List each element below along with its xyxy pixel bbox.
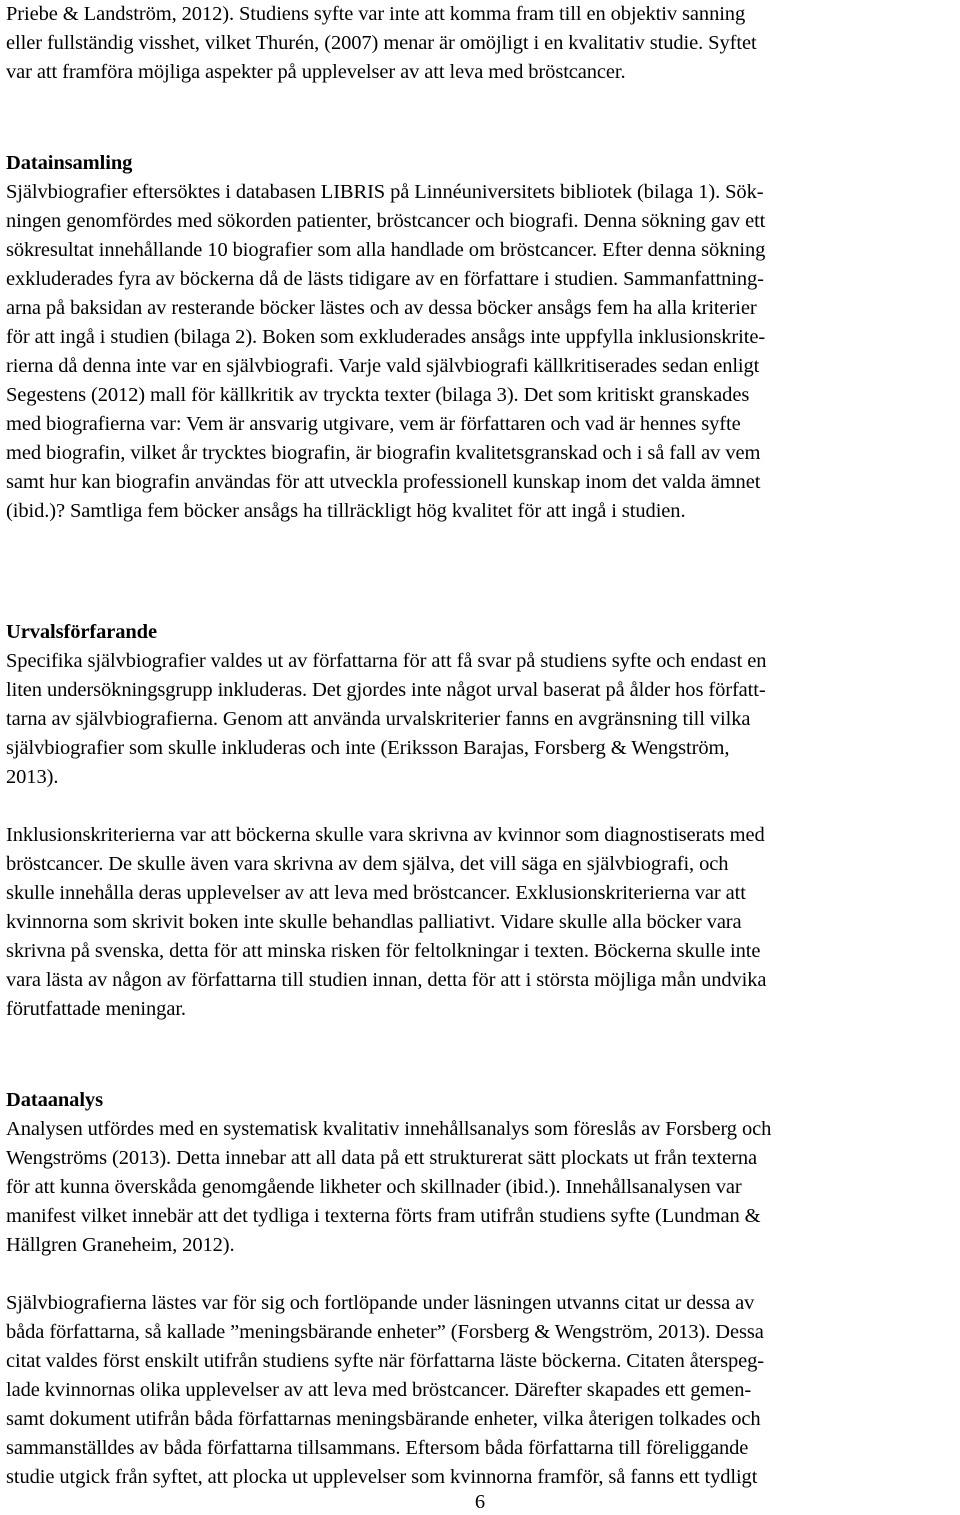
- text-line: för att ingå i studien (bilaga 2). Boken som exkluderades ansågs inte uppfylla inklusionskrite-: [6, 326, 766, 348]
- text-line: förutfattade meningar.: [6, 998, 186, 1020]
- text-line: arna på baksidan av resterande böcker lästes och av dessa böcker ansågs fem ha alla kriterier: [6, 297, 757, 319]
- text-line: med biografierna var: Vem är ansvarig utgivare, vem är författaren och vad är hennes syfte: [6, 413, 741, 435]
- section-heading: Dataanalys: [6, 1089, 103, 1111]
- section-dataanalys: [6, 1086, 956, 1492]
- text-line: sammanställdes av båda författarna tillsammans. Eftersom båda författarna till föreliggande: [6, 1437, 749, 1459]
- text-line: (ibid.)? Samtliga fem böcker ansågs ha tillräckligt hög kvalitet för att ingå i studien.: [6, 500, 686, 522]
- section-heading: Datainsamling: [6, 152, 133, 174]
- text-line: Priebe & Landström, 2012). Studiens syfte var inte att komma fram till en objektiv sanning: [6, 3, 746, 25]
- section-urvalsforfarande: [6, 618, 956, 1024]
- text-line: exkluderades fyra av böckerna då de lästs tidigare av en författare i studien. Sammanfattning-: [6, 268, 764, 290]
- text-line: sökresultat innehållande 10 biografier som alla handlade om bröstcancer. Efter denna sökning: [6, 239, 766, 261]
- text-line: självbiografier som skulle inkluderas och inte (Eriksson Barajas, Forsberg & Wengström,: [6, 737, 730, 759]
- text-line: skulle innehålla deras upplevelser av att leva med bröstcancer. Exklusionskriterierna var att: [6, 882, 746, 904]
- text-line: båda författarna, så kallade ”meningsbärande enheter” (Forsberg & Wengström, 2013). Dessa: [6, 1321, 764, 1343]
- text-line: 2013).: [6, 766, 59, 788]
- spacer: [6, 1024, 956, 1086]
- page-number: 6: [474, 1491, 486, 1513]
- text-line: kvinnorna som skrivit boken inte skulle behandlas palliativt. Vidare skulle alla böcker vara: [6, 911, 742, 933]
- text-line: samt hur kan biografin användas för att utveckla professionell kunskap inom det valda ämnet: [6, 471, 761, 493]
- text-line: Wengströms (2013). Detta innebar att all data på ett strukturerat sätt plockats ut från texterna: [6, 1147, 757, 1169]
- text-line: vara lästa av någon av författarna till studien innan, detta för att i största möjliga mån undvika: [6, 969, 767, 991]
- text-line: citat valdes först enskilt utifrån studiens syfte när författarna läste böckerna. Citaten återspeg-: [6, 1350, 765, 1372]
- text-line: bröstcancer. De skulle även vara skrivna av dem själva, det vill säga en självbiografi, och: [6, 853, 729, 875]
- intro-paragraph: [6, 0, 956, 87]
- text-line: med biografin, vilket år trycktes biografin, är biografin kvalitetsgranskad och i så fall av vem: [6, 442, 761, 464]
- text-line: Segestens (2012) mall för källkritik av tryckta texter (bilaga 3). Det som kritiskt granskades: [6, 384, 750, 406]
- spacer: [6, 526, 956, 588]
- text-line: skrivna på svenska, detta för att minska risken för feltolkningar i texten. Böckerna skulle inte: [6, 940, 761, 962]
- text-line: Självbiografier eftersöktes i databasen LIBRIS på Linnéuniversitets bibliotek (bilaga 1). Sök-: [6, 181, 764, 203]
- text-line: tarna av självbiografierna. Genom att använda urvalskriterier fanns en avgränsning till vilka: [6, 708, 751, 730]
- text-line: rierna då denna inte var en självbiografi. Varje vald självbiografi källkritiserades sedan enligt: [6, 355, 760, 377]
- text-line: lade kvinnornas olika upplevelser av att leva med bröstcancer. Därefter skapades ett gemen-: [6, 1379, 752, 1401]
- text-line: ningen genomfördes med sökorden patienter, bröstcancer och biografi. Denna sökning gav ett: [6, 210, 766, 232]
- section-heading: Urvalsförfarande: [6, 621, 157, 643]
- spacer: [6, 87, 956, 149]
- text-line: Självbiografierna lästes var för sig och fortlöpande under läsningen utvanns citat ur dessa av: [6, 1292, 755, 1314]
- text-line: liten undersökningsgrupp inkluderas. Det gjordes inte något urval baserat på ålder hos författ-: [6, 679, 766, 701]
- text-line: Hällgren Graneheim, 2012).: [6, 1234, 235, 1256]
- spacer: [6, 588, 956, 618]
- text-line: Specifika självbiografier valdes ut av författarna för att få svar på studiens syfte och endast en: [6, 650, 767, 672]
- text-line: samt dokument utifrån båda författarnas meningsbärande enheter, vilka återigen tolkades och: [6, 1408, 761, 1430]
- spacer: [6, 792, 956, 821]
- section-datainsamling: [6, 149, 956, 526]
- text-line: för att kunna överskåda genomgående likheter och skillnader (ibid.). Innehållsanalysen var: [6, 1176, 742, 1198]
- text-line: manifest vilket innebär att det tydliga i texterna förts fram utifrån studiens syfte (Lundman &: [6, 1205, 761, 1227]
- text-line: Analysen utfördes med en systematisk kvalitativ innehållsanalys som föreslås av Forsberg och: [6, 1118, 772, 1140]
- text-line: var att framföra möjliga aspekter på upplevelser av att leva med bröstcancer.: [6, 61, 626, 83]
- text-line: Inklusionskriterierna var att böckerna skulle vara skrivna av kvinnor som diagnostiserats med: [6, 824, 765, 846]
- text-line: studie utgick från syftet, att plocka ut upplevelser som kvinnorna framför, så fanns ett tydligt: [6, 1466, 758, 1488]
- text-line: eller fullständig visshet, vilket Thurén, (2007) menar är omöjligt i en kvalitativ studie. Syftet: [6, 32, 757, 54]
- document-page: [6, 0, 956, 1492]
- spacer: [6, 1260, 956, 1289]
